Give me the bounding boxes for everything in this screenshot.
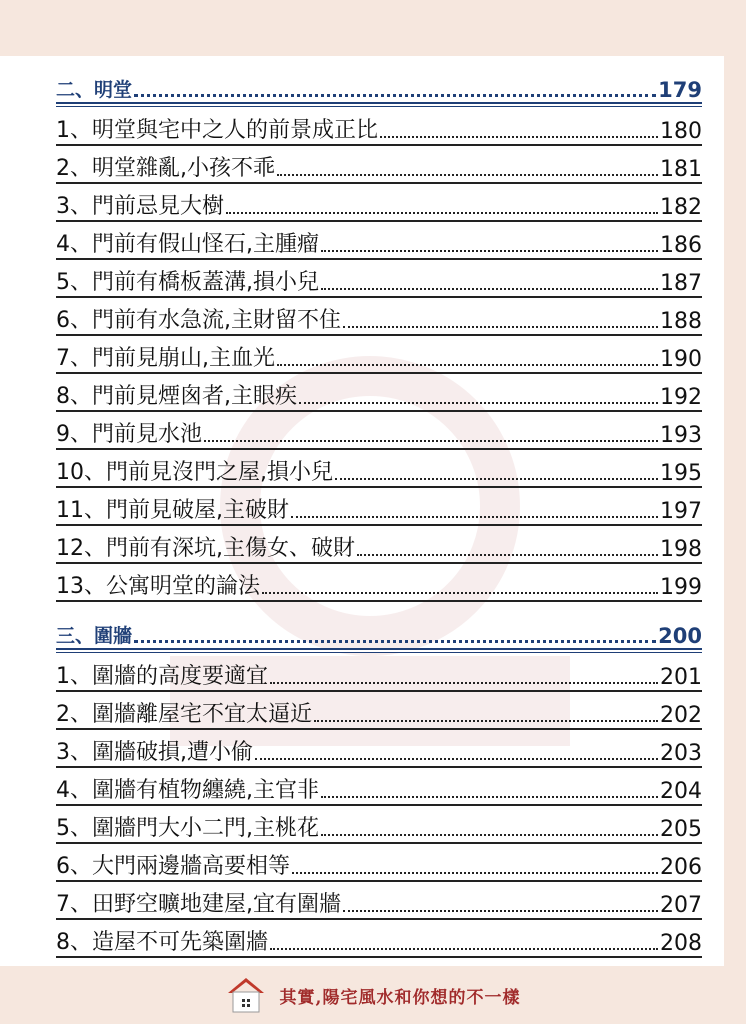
toc-entry[interactable] — [56, 564, 702, 602]
entry-title: 1、圍牆的高度要適宜 — [56, 664, 268, 689]
entry-title: 1、明堂與宅中之人的前景成正比 — [56, 118, 378, 143]
dot-leader — [343, 910, 658, 912]
toc-entry[interactable] — [56, 146, 702, 184]
footer-banner — [0, 966, 746, 1024]
entry-title: 6、大門兩邊牆高要相等 — [56, 854, 290, 879]
entry-title: 7、門前見崩山,主血光 — [56, 346, 275, 371]
entry-page-number: 199 — [660, 575, 702, 600]
toc-entry[interactable] — [56, 692, 702, 730]
toc-entry[interactable] — [56, 844, 702, 882]
entry-page-number: 197 — [660, 499, 702, 524]
entry-page-number: 203 — [660, 741, 702, 766]
dot-leader — [204, 440, 658, 442]
entry-title: 8、造屋不可先築圍牆 — [56, 930, 268, 955]
toc-entry[interactable] — [56, 298, 702, 336]
entry-page-number: 186 — [660, 233, 702, 258]
entry-title: 8、門前見煙囪者,主眼疾 — [56, 384, 297, 409]
house-icon — [226, 975, 266, 1015]
entry-title: 6、門前有水急流,主財留不住 — [56, 308, 341, 333]
dot-leader — [270, 948, 658, 950]
toc-entry[interactable] — [56, 336, 702, 374]
toc-entry[interactable] — [56, 412, 702, 450]
toc-entry[interactable] — [56, 222, 702, 260]
section-title: 三、圍牆 — [56, 625, 133, 647]
toc-entry[interactable] — [56, 806, 702, 844]
toc-entry[interactable] — [56, 730, 702, 768]
toc-entry[interactable] — [56, 654, 702, 692]
dot-leader — [321, 250, 658, 252]
toc-entry[interactable] — [56, 450, 702, 488]
entry-title: 3、門前忌見大樹 — [56, 194, 224, 219]
toc-entry[interactable] — [56, 768, 702, 806]
entry-page-number: 204 — [660, 779, 702, 804]
document-page — [0, 56, 724, 966]
entry-title: 4、門前有假山怪石,主腫瘤 — [56, 232, 319, 257]
footer-slogan: 其實,陽宅風水和你想的不一樣 — [279, 987, 521, 1008]
dot-leader — [226, 212, 658, 214]
entry-page-number: 206 — [660, 855, 702, 880]
dot-leader — [270, 682, 658, 684]
dot-leader — [291, 516, 658, 518]
toc-entry[interactable] — [56, 108, 702, 146]
entry-title: 9、門前見水池 — [56, 422, 202, 447]
section-heading[interactable] — [56, 614, 702, 650]
entry-page-number: 202 — [660, 703, 702, 728]
entry-title: 2、明堂雜亂,小孩不乖 — [56, 156, 275, 181]
dot-leader — [321, 288, 658, 290]
toc-entry[interactable] — [56, 920, 702, 958]
entry-title: 4、圍牆有植物纏繞,主官非 — [56, 778, 319, 803]
toc-entry[interactable] — [56, 374, 702, 412]
dot-leader — [357, 554, 658, 556]
toc-entry[interactable] — [56, 882, 702, 920]
toc-entry[interactable] — [56, 488, 702, 526]
entry-page-number: 188 — [660, 309, 702, 334]
entry-title: 11、門前見破屋,主破財 — [56, 498, 289, 523]
entry-title: 5、門前有橋板蓋溝,損小兒 — [56, 270, 319, 295]
entry-page-number: 195 — [660, 461, 702, 486]
entry-page-number: 192 — [660, 385, 702, 410]
entry-page-number: 193 — [660, 423, 702, 448]
dot-leader — [277, 174, 658, 176]
entry-page-number: 180 — [660, 119, 702, 144]
toc-entry[interactable] — [56, 526, 702, 564]
dot-leader — [262, 592, 658, 594]
entry-page-number: 198 — [660, 537, 702, 562]
entry-title: 3、圍牆破損,遭小偷 — [56, 740, 253, 765]
toc-entry[interactable] — [56, 184, 702, 222]
dot-leader — [255, 758, 658, 760]
toc-entry[interactable] — [56, 260, 702, 298]
entry-title: 13、公寓明堂的論法 — [56, 574, 260, 599]
dot-leader — [292, 872, 658, 874]
entry-title: 7、田野空曠地建屋,宜有圍牆 — [56, 892, 341, 917]
entry-title: 10、門前見沒門之屋,損小兒 — [56, 460, 333, 485]
section-page-number: 179 — [658, 78, 702, 102]
entry-page-number: 190 — [660, 347, 702, 372]
dot-leader — [380, 136, 658, 138]
entry-title: 12、門前有深坑,主傷女、破財 — [56, 536, 355, 561]
entry-page-number: 207 — [660, 893, 702, 918]
entry-page-number: 201 — [660, 665, 702, 690]
dot-leader — [343, 326, 658, 328]
dot-leader — [321, 834, 658, 836]
dot-leader — [299, 402, 658, 404]
dot-leader — [134, 640, 656, 643]
entry-page-number: 181 — [660, 157, 702, 182]
entry-page-number: 187 — [660, 271, 702, 296]
dot-leader — [314, 720, 658, 722]
entry-title: 2、圍牆離屋宅不宜太逼近 — [56, 702, 312, 727]
dot-leader — [335, 478, 658, 480]
dot-leader — [321, 796, 658, 798]
entry-page-number: 182 — [660, 195, 702, 220]
section-heading[interactable] — [56, 68, 702, 104]
dot-leader — [134, 94, 656, 97]
entry-page-number: 208 — [660, 931, 702, 956]
table-of-contents — [56, 68, 702, 958]
entry-title: 5、圍牆門大小二門,主桃花 — [56, 816, 319, 841]
section-page-number: 200 — [658, 624, 702, 648]
dot-leader — [277, 364, 658, 366]
section-gap — [56, 602, 702, 614]
section-title: 二、明堂 — [56, 79, 133, 101]
entry-page-number: 205 — [660, 817, 702, 842]
